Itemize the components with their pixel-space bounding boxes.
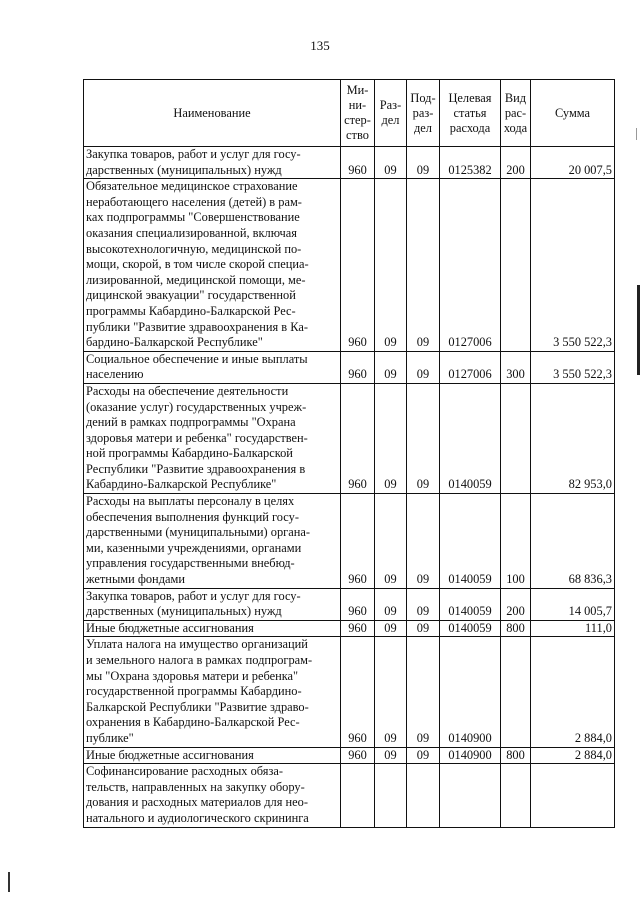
cell-ministry: 960 [341, 588, 375, 620]
cell-type: 800 [501, 747, 531, 764]
table-row [84, 351, 615, 383]
cell-type [501, 637, 531, 747]
cell-target: 0140900 [440, 637, 501, 747]
cell-sum: 3 550 522,3 [531, 351, 615, 383]
cell-target: 0140059 [440, 383, 501, 493]
cell-sum: 20 007,5 [531, 147, 615, 179]
cell-name: Социальное обеспечение и иные выплаты населению [84, 351, 341, 383]
cell-sum: 82 953,0 [531, 383, 615, 493]
cell-target [440, 764, 501, 827]
header-ministry: Ми- ни- стер- ство [341, 80, 375, 147]
cell-name: Уплата налога на имущество организаций и земельного налога в рамках подпрограм- мы "Охрана здоровья матери и ребенка" государственной программы Кабардино- Балкарской Республики "Развитие здраво- охранения в Кабардино-Балкарской Рес- публике" [84, 637, 341, 747]
cell-sum: 68 836,3 [531, 494, 615, 589]
cell-section: 09 [375, 351, 407, 383]
cell-subsection: 09 [407, 351, 440, 383]
header-type: Вид рас- хода [501, 80, 531, 147]
cell-target: 0127006 [440, 351, 501, 383]
cell-section [375, 764, 407, 827]
page-number: 135 [310, 38, 330, 53]
cell-name: Софинансирование расходных обяза- тельств, направленных на закупку обору- дования и расходных материалов для нео- натального и аудиологического скрининга [84, 764, 341, 827]
table-body [84, 147, 615, 828]
cell-target: 0125382 [440, 147, 501, 179]
cell-section: 09 [375, 383, 407, 493]
cell-sum: 2 884,0 [531, 637, 615, 747]
cell-ministry: 960 [341, 494, 375, 589]
cell-subsection: 09 [407, 588, 440, 620]
cell-name: Расходы на выплаты персоналу в целях обеспечения выполнения функций госу- дарственными (муниципальными) органа- ми, казенными учреждениями, органами управления государственными внебюд- жетными фондами [84, 494, 341, 589]
cell-name: Иные бюджетные ассигнования [84, 620, 341, 637]
header-section: Раз- дел [375, 80, 407, 147]
cell-ministry: 960 [341, 620, 375, 637]
cell-section: 09 [375, 179, 407, 352]
cell-sum: 2 884,0 [531, 747, 615, 764]
cell-name: Закупка товаров, работ и услуг для госу- дарственных (муниципальных) нужд [84, 147, 341, 179]
table-row [84, 764, 615, 827]
cell-type: 200 [501, 588, 531, 620]
cell-target: 0140059 [440, 620, 501, 637]
header-sum: Сумма [531, 80, 615, 147]
cell-type [501, 383, 531, 493]
table-row [84, 179, 615, 352]
cell-ministry: 960 [341, 147, 375, 179]
budget-table [83, 79, 615, 828]
table-row [84, 494, 615, 589]
header-subsection: Под- раз- дел [407, 80, 440, 147]
cell-type: 200 [501, 147, 531, 179]
cell-ministry: 960 [341, 637, 375, 747]
cell-name: Расходы на обеспечение деятельности (оказание услуг) государственных учреж- дений в рамках подпрограммы "Охрана здоровья матери и ребенка" государствен- ной программы Кабардино-Балкарской Республики "Развитие здравоохранения в Кабардино-Балкарской Республике" [84, 383, 341, 493]
cell-sum: 111,0 [531, 620, 615, 637]
cell-type [501, 179, 531, 352]
cell-target: 0127006 [440, 179, 501, 352]
table-row [84, 588, 615, 620]
cell-subsection: 09 [407, 637, 440, 747]
table-row [84, 637, 615, 747]
cell-type [501, 764, 531, 827]
cell-sum: 3 550 522,3 [531, 179, 615, 352]
scan-margin-mark [636, 128, 637, 140]
cell-subsection: 09 [407, 494, 440, 589]
cell-target: 0140900 [440, 747, 501, 764]
cell-ministry: 960 [341, 747, 375, 764]
table-row [84, 147, 615, 179]
cell-sum: 14 005,7 [531, 588, 615, 620]
cell-target: 0140059 [440, 588, 501, 620]
cell-name: Иные бюджетные ассигнования [84, 747, 341, 764]
cell-name: Обязательное медицинское страхование неработающего населения (детей) в рам- ках подпрограммы "Совершенствование оказания специализированной, включая высокотехнологичную, медицинской по- мощи, скорой, в том числе скорой специа- лизированной, медицинской помощи, ме- дицинской эвакуации" государственной программы Кабардино-Балкарской Рес- публики "Развитие здравоохранения в Ка- бардино-Балкарской Республике" [84, 179, 341, 352]
cell-section: 09 [375, 637, 407, 747]
cell-section: 09 [375, 147, 407, 179]
cell-type: 100 [501, 494, 531, 589]
cell-name: Закупка товаров, работ и услуг для госу- дарственных (муниципальных) нужд [84, 588, 341, 620]
cell-subsection: 09 [407, 179, 440, 352]
table-row [84, 747, 615, 764]
header-name: Наименование [84, 80, 341, 147]
cell-type: 300 [501, 351, 531, 383]
cell-section: 09 [375, 747, 407, 764]
cell-section: 09 [375, 620, 407, 637]
cell-ministry: 960 [341, 383, 375, 493]
cell-ministry [341, 764, 375, 827]
cell-section: 09 [375, 588, 407, 620]
table-header-row [84, 80, 615, 147]
cell-section: 09 [375, 494, 407, 589]
scan-margin-mark [8, 872, 10, 892]
cell-sum [531, 764, 615, 827]
cell-ministry: 960 [341, 351, 375, 383]
table-row [84, 620, 615, 637]
cell-subsection: 09 [407, 747, 440, 764]
cell-subsection: 09 [407, 147, 440, 179]
cell-subsection: 09 [407, 383, 440, 493]
cell-subsection: 09 [407, 620, 440, 637]
cell-type: 800 [501, 620, 531, 637]
cell-ministry: 960 [341, 179, 375, 352]
header-target: Целевая статья расхода [440, 80, 501, 147]
cell-subsection [407, 764, 440, 827]
cell-target: 0140059 [440, 494, 501, 589]
table-row [84, 383, 615, 493]
